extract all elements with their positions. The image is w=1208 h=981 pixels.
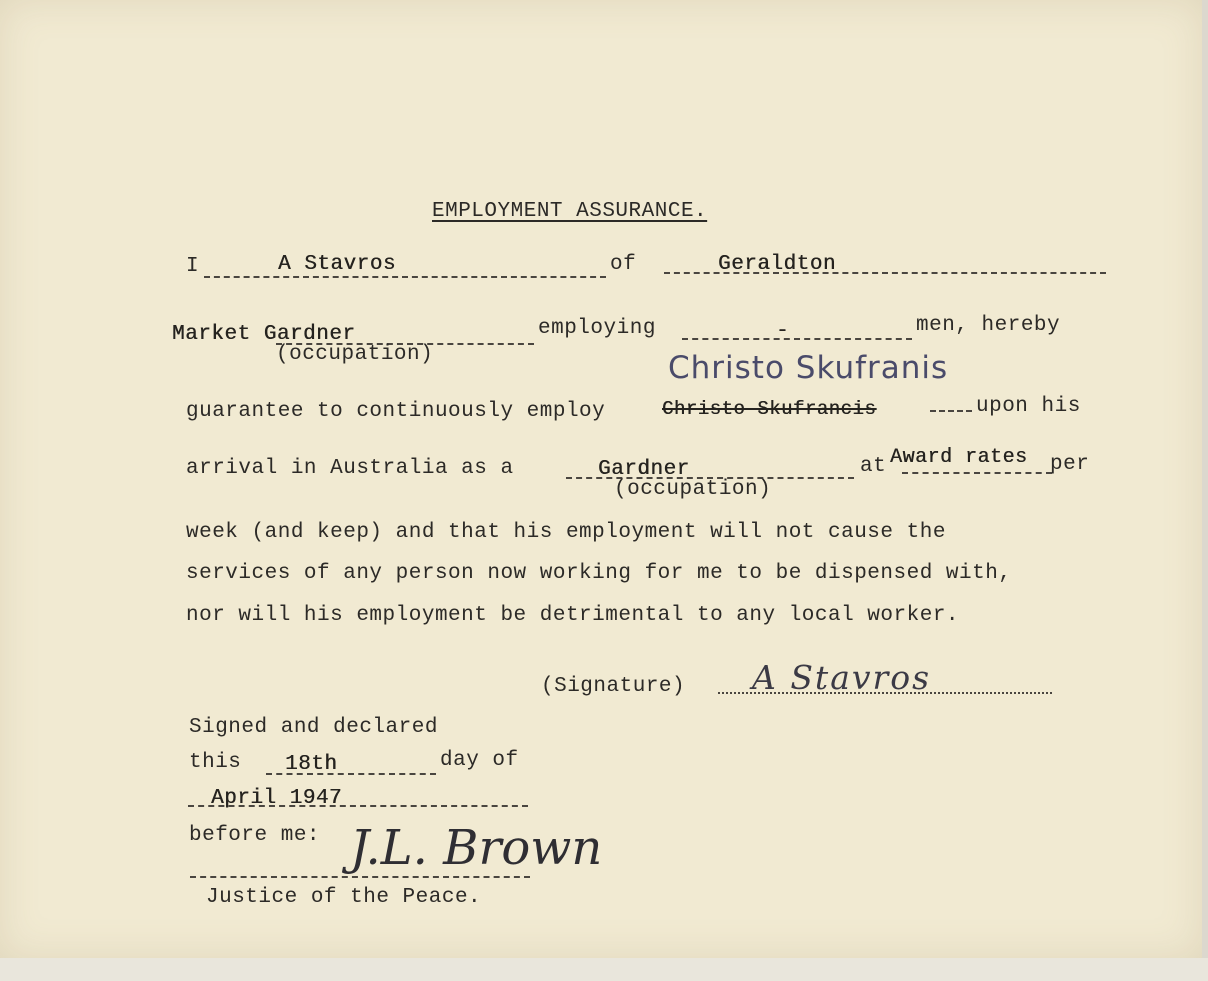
per-label: per <box>1050 453 1090 476</box>
dash-line <box>682 338 912 340</box>
men-hereby: men, hereby <box>916 314 1061 337</box>
employer-place: Geraldton <box>718 253 836 276</box>
body-line-6: services of any person now working for me to be dispensed with, <box>186 562 1012 585</box>
jp-signature: J.L. Brown <box>350 820 603 876</box>
employer-signature: A Stavros <box>752 658 932 697</box>
signature-label: (Signature) <box>541 675 686 698</box>
of-label: of <box>610 253 637 276</box>
day-value: 18th <box>285 753 338 776</box>
body-line-7: nor will his employment be detrimental to any local worker. <box>186 604 960 627</box>
award-rates: Award rates <box>890 446 1028 469</box>
pronoun-i: I <box>186 255 200 278</box>
month-year: April 1947 <box>211 787 343 810</box>
this-label: this <box>189 751 242 774</box>
document-title: EMPLOYMENT ASSURANCE. <box>432 200 708 223</box>
employing-label: employing <box>538 317 656 340</box>
employee-occupation: Gardner <box>598 458 690 481</box>
employer-name: A Stavros <box>278 253 396 276</box>
employee-count: - <box>776 320 790 343</box>
dash-line <box>902 472 1052 474</box>
dash-line <box>204 276 606 278</box>
dash-line <box>190 876 530 878</box>
upon-his: upon his <box>976 395 1081 418</box>
occupation-caption: (occupation) <box>276 343 434 366</box>
guarantee-text: guarantee to continuously employ <box>186 400 606 423</box>
occupation-caption-2: (occupation) <box>614 478 772 501</box>
jp-title: Justice of the Peace. <box>206 886 482 909</box>
employer-occupation: Market Gardner <box>172 323 356 346</box>
dash-line <box>930 410 972 412</box>
day-of-label: day of <box>440 749 519 772</box>
at-label: at <box>860 455 887 478</box>
body-line-5: week (and keep) and that his employment will not cause the <box>186 521 946 544</box>
arrival-text: arrival in Australia as a <box>186 457 514 480</box>
signed-declared: Signed and declared <box>189 716 438 739</box>
struck-employee-name: Christo Skufrancis <box>662 398 877 420</box>
handwritten-employee-name: Christo Skufranis <box>668 350 949 386</box>
before-me: before me: <box>189 824 321 847</box>
